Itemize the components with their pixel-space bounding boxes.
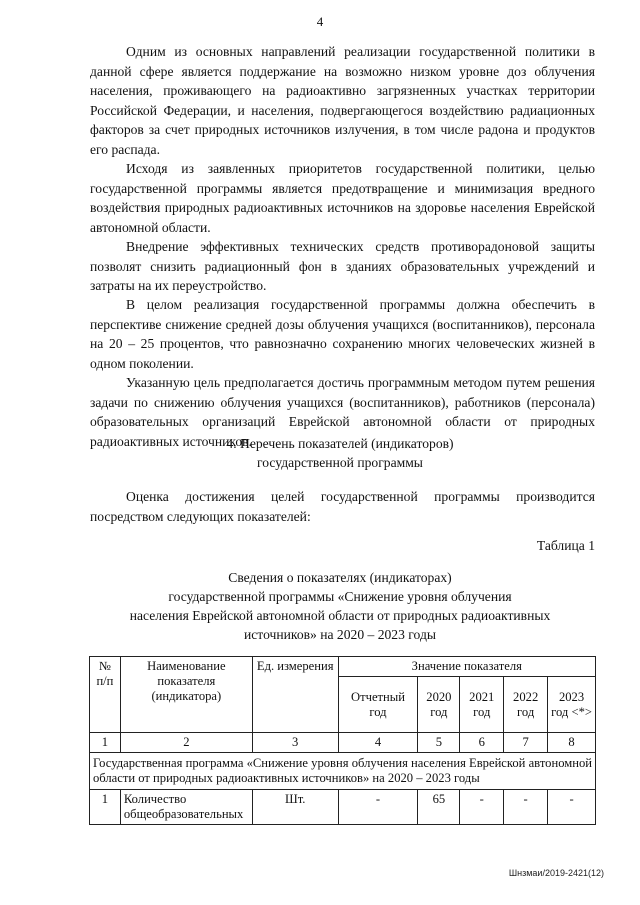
table-title (60, 568, 620, 644)
section-heading-line-1: 4. Перечень показателей (индикаторов) (226, 436, 454, 451)
row-report-year: - (338, 790, 418, 825)
column-number-row (90, 733, 596, 753)
program-row (90, 753, 596, 790)
table-row (90, 790, 596, 825)
intro-paragraph: Оценка достижения целей государственной программы производится посредством следующих показателей: (90, 489, 595, 524)
row-2023: - (548, 790, 596, 825)
paragraph-2: Исходя из заявленных приоритетов государственной политики, целью государственной программы является предотвращение и минимизация вредного воздействия природных радиоактивных источников на здоровье населения Еврейской автономной области. (90, 161, 595, 235)
program-row-text: Государственная программа «Снижение уровня облучения населения Еврейской автономной области от природных радиоактивных источников» на 2020 – 2023 годы (90, 753, 596, 790)
table-title-line-2: государственной программы «Снижение уровня облучения (168, 589, 512, 604)
column-number: 5 (418, 733, 460, 753)
page-number: 4 (316, 14, 324, 29)
row-name: Количество общеобразовательных (120, 790, 252, 825)
table-label: Таблица 1 (536, 538, 595, 553)
column-number: 8 (548, 733, 596, 753)
column-number: 2 (120, 733, 252, 753)
header-value-group: Значение показателя (338, 657, 595, 677)
row-unit: Шт. (252, 790, 338, 825)
header-num: № п/п (90, 657, 121, 733)
paragraph-4: В целом реализация государственной программы должна обеспечить в перспективе снижение средней дозы облучения учащихся (воспитанников), персонала на 20 – 25 процентов, что равнозначно сохранению многих человеческих жизней в одном поколении. (90, 297, 595, 371)
table-title-line-4: источников» на 2020 – 2023 годы (244, 627, 436, 642)
row-num: 1 (90, 790, 121, 825)
section-heading (60, 434, 620, 472)
header-2020: 2020 год (418, 677, 460, 733)
row-2020: 65 (418, 790, 460, 825)
table-header-row (90, 657, 596, 677)
row-2022: - (504, 790, 548, 825)
column-number: 6 (460, 733, 504, 753)
row-2021: - (460, 790, 504, 825)
paragraph-5: Указанную цель предполагается достичь программным методом путем решения задачи по снижению облучения учащихся (воспитанников), работников (персонала) образовательных организаций Еврейской автономной области от природных радиоактивных источников. (90, 375, 595, 449)
header-2022: 2022 год (504, 677, 548, 733)
header-2023: 2023 год <*> (548, 677, 596, 733)
section-heading-line-2: государственной программы (257, 455, 423, 470)
column-number: 3 (252, 733, 338, 753)
indicators-table (89, 656, 596, 825)
paragraph-1: Одним из основных направлений реализации государственной политики в данной сфере является поддержание на возможно низком уровне доз облучения населения, проживающего на радиоактивно загрязненных участках территории Российской Федерации, и населения, подвергающегося воздействию радиационных факторов за счет природных источников излучения, в том числе радона и продуктов его распада. (90, 44, 595, 157)
document-footer-code: Шнзмаи/2019-2421(12) (508, 868, 604, 878)
column-number: 1 (90, 733, 121, 753)
header-unit: Ед. измерения (252, 657, 338, 733)
table-title-line-1: Сведения о показателях (индикаторах) (228, 570, 452, 585)
header-report-year: Отчетный год (338, 677, 418, 733)
paragraph-3: Внедрение эффективных технических средств противорадоновой защиты позволят снизить радиационный фон в зданиях образовательных учреждений и затраты на их переустройство. (90, 239, 595, 293)
column-number: 4 (338, 733, 418, 753)
header-2021: 2021 год (460, 677, 504, 733)
table-title-line-3: населения Еврейской автономной области от природных радиоактивных (129, 608, 551, 623)
header-name: Наименование показателя (индикатора) (120, 657, 252, 733)
column-number: 7 (504, 733, 548, 753)
